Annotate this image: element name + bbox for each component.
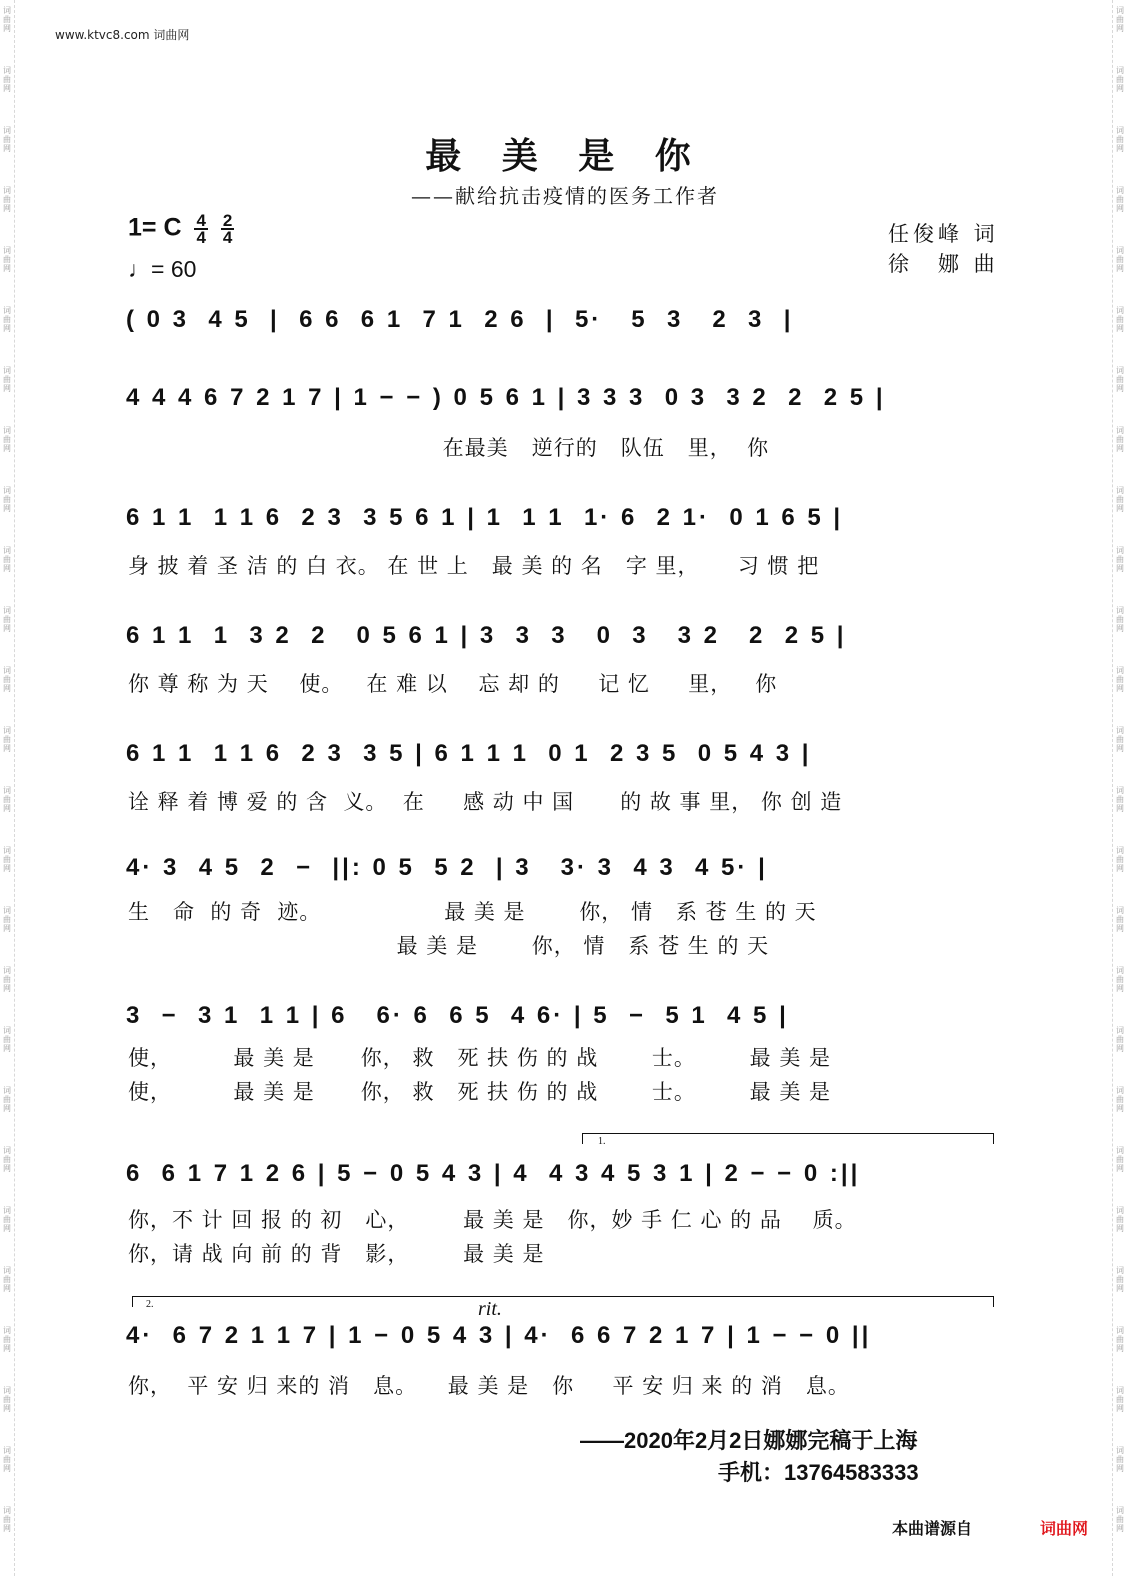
notation-line-9: 4· 6 7 2 1 1 7 | 1 − 0 5 4 3 | 4· 6 6 7 2 1 7 | 1 − − 0 || xyxy=(126,1322,872,1349)
notation-line-1: ( 0 3 4 5 | 6 6 6 1 7 1 2 6 | 5· 5 3 2 3 | xyxy=(126,306,794,333)
key-signature xyxy=(128,213,234,245)
notation-line-7: 3 − 3 1 1 1 | 6 6· 6 6 5 4 6· | 5 − 5 1 4 5 | xyxy=(126,1002,789,1029)
notation-line-3: 6 1 1 1 1 6 2 3 3 5 6 1 | 1 1 1 1· 6 2 1· 0 1 6 5 | xyxy=(126,504,844,531)
watermark-mark: 词 曲 网 xyxy=(3,966,11,993)
song-title: 最 美 是 你 xyxy=(425,135,705,177)
lyric-line-8-verse-1: 你，不 计 回 报 的 初 心， 最 美 是 你，妙 手 仁 心 的 品 质。 xyxy=(128,1208,857,1232)
watermark-mark: 词 曲 网 xyxy=(1116,906,1124,933)
watermark-mark: 词 曲 网 xyxy=(1116,1026,1124,1053)
lyricist-credit: 任俊峰 词 xyxy=(888,222,999,246)
watermark-mark: 词 曲 网 xyxy=(1116,186,1124,213)
time-signature-4-4: $\frac{4}{4}$ xyxy=(196,211,206,247)
lyric-line-9: 你， 平 安 归 来的 消 息。 最 美 是 你 平 安 归 来 的 消 息。 xyxy=(128,1374,850,1398)
watermark-mark: 词 曲 网 xyxy=(3,126,11,153)
watermark-mark: 词 曲 网 xyxy=(3,1086,11,1113)
watermark-mark: 词 曲 网 xyxy=(3,426,11,453)
watermark-mark: 词 曲 网 xyxy=(1116,846,1124,873)
lyric-line-5: 诠 释 着 博 爱 的 含 义。 在 感 动 中 国 的 故 事 里， 你 创 造 xyxy=(128,790,843,814)
time-signature-2-4: $\frac{2}{4}$ xyxy=(222,211,233,247)
left-watermark-strip xyxy=(0,0,15,1576)
watermark-mark: 词 曲 网 xyxy=(3,906,11,933)
watermark-mark: 词 曲 网 xyxy=(3,366,11,393)
watermark-mark: 词 曲 网 xyxy=(3,1326,11,1353)
watermark-mark: 词 曲 网 xyxy=(3,1386,11,1413)
lyric-line-4: 你 尊 称 为 天 使。 在 难 以 忘 却 的 记 忆 里， 你 xyxy=(128,672,778,696)
source-brand-link[interactable]: 词曲网 xyxy=(1040,1519,1089,1538)
watermark-mark: 词 曲 网 xyxy=(1116,1506,1124,1533)
watermark-mark: 词 曲 网 xyxy=(1116,1086,1124,1113)
watermark-mark: 词 曲 网 xyxy=(1116,6,1124,33)
right-watermark-strip xyxy=(1112,0,1127,1576)
tempo-marking: ♩= 60 xyxy=(128,256,197,282)
watermark-mark: 词 曲 网 xyxy=(1116,1266,1124,1293)
watermark-mark: 词 曲 网 xyxy=(3,606,11,633)
watermark-mark: 词 曲 网 xyxy=(1116,1146,1124,1173)
watermark-mark: 词 曲 网 xyxy=(3,246,11,273)
completion-note: ——2020年2月2日娜娜完稿于上海 xyxy=(580,1428,918,1453)
notation-line-8: 6 6 1 7 1 2 6 | 5 − 0 5 4 3 | 4 4 3 4 5 3 1 | 2 − − 0 :|| xyxy=(126,1160,861,1187)
volta-label-1: 1. xyxy=(598,1136,606,1147)
watermark-mark: 词 曲 网 xyxy=(3,1266,11,1293)
volta-label-2: 2. xyxy=(146,1299,154,1310)
lyric-line-2: 在最美 逆行的 队伍 里， 你 xyxy=(128,436,770,460)
watermark-mark: 词 曲 网 xyxy=(1116,246,1124,273)
site-url[interactable]: www.ktvc8.com 词曲网 xyxy=(55,28,190,42)
lyric-line-8-verse-2: 你，请 战 向 前 的 背 影， 最 美 是 xyxy=(128,1242,545,1266)
lyric-line-7-verse-2: 使， 最 美 是 你， 救 死 扶 伤 的 战 士。 最 美 是 xyxy=(128,1080,832,1104)
watermark-mark: 词 曲 网 xyxy=(1116,486,1124,513)
watermark-mark: 词 曲 网 xyxy=(1116,1206,1124,1233)
watermark-mark: 词 曲 网 xyxy=(3,306,11,333)
watermark-mark: 词 曲 网 xyxy=(1116,606,1124,633)
lyric-line-7-verse-1: 使， 最 美 是 你， 救 死 扶 伤 的 战 士。 最 美 是 xyxy=(128,1046,832,1070)
composer-phone: 手机：13764583333 xyxy=(718,1460,919,1485)
watermark-mark: 词 曲 网 xyxy=(1116,966,1124,993)
watermark-mark: 词 曲 网 xyxy=(1116,66,1124,93)
watermark-mark: 词 曲 网 xyxy=(3,66,11,93)
ritardando-marking: rit. xyxy=(478,1298,502,1320)
watermark-mark: 词 曲 网 xyxy=(3,1206,11,1233)
notation-line-6: 4· 3 4 5 2 − ||: 0 5 5 2 | 3 3· 3 4 3 4 5· | xyxy=(126,854,768,881)
watermark-mark: 词 曲 网 xyxy=(1116,126,1124,153)
watermark-mark: 词 曲 网 xyxy=(3,1446,11,1473)
watermark-mark: 词 曲 网 xyxy=(3,1146,11,1173)
watermark-mark: 词 曲 网 xyxy=(1116,1386,1124,1413)
watermark-mark: 词 曲 网 xyxy=(1116,426,1124,453)
watermark-mark: 词 曲 网 xyxy=(3,546,11,573)
watermark-mark: 词 曲 网 xyxy=(3,726,11,753)
volta-bracket-1 xyxy=(582,1133,994,1144)
watermark-mark: 词 曲 网 xyxy=(3,786,11,813)
watermark-mark: 词 曲 网 xyxy=(3,486,11,513)
lyric-line-6-verse-2: 最 美 是 你， 情 系 苍 生 的 天 xyxy=(128,934,770,958)
watermark-mark: 词 曲 网 xyxy=(1116,726,1124,753)
watermark-mark: 词 曲 网 xyxy=(3,846,11,873)
notation-line-2: 4 4 4 6 7 2 1 7 | 1 − − ) 0 5 6 1 | 3 3 3 0 3 3 2 2 2 5 | xyxy=(126,384,886,411)
watermark-mark: 词 曲 网 xyxy=(3,1506,11,1533)
watermark-mark: 词 曲 网 xyxy=(1116,666,1124,693)
lyric-line-6-verse-1: 生 命 的 奇 迹。 最 美 是 你， 情 系 苍 生 的 天 xyxy=(128,900,817,924)
watermark-mark: 词 曲 网 xyxy=(1116,366,1124,393)
source-label: 本曲谱源自 xyxy=(892,1519,973,1538)
watermark-mark: 词 曲 网 xyxy=(1116,786,1124,813)
song-subtitle: ——献给抗击疫情的医务工作者 xyxy=(411,184,719,208)
key-label: 1= C xyxy=(128,213,182,242)
watermark-mark: 词 曲 网 xyxy=(1116,546,1124,573)
watermark-mark: 词 曲 网 xyxy=(1116,1326,1124,1353)
watermark-mark: 词 曲 网 xyxy=(3,666,11,693)
lyric-line-3: 身 披 着 圣 洁 的 白 衣。 在 世 上 最 美 的 名 字 里， 习 惯 把 xyxy=(128,554,820,578)
watermark-mark: 词 曲 网 xyxy=(3,186,11,213)
composer-credit: 徐 娜 曲 xyxy=(888,252,999,276)
watermark-mark: 词 曲 网 xyxy=(1116,1446,1124,1473)
notation-line-4: 6 1 1 1 3 2 2 0 5 6 1 | 3 3 3 0 3 3 2 2 2 5 | xyxy=(126,622,847,649)
watermark-mark: 词 曲 网 xyxy=(3,1026,11,1053)
notation-line-5: 6 1 1 1 1 6 2 3 3 5 | 6 1 1 1 0 1 2 3 5 0 5 4 3 | xyxy=(126,740,812,767)
watermark-mark: 词 曲 网 xyxy=(1116,306,1124,333)
watermark-mark: 词 曲 网 xyxy=(3,6,11,33)
volta-bracket-2 xyxy=(132,1296,994,1307)
